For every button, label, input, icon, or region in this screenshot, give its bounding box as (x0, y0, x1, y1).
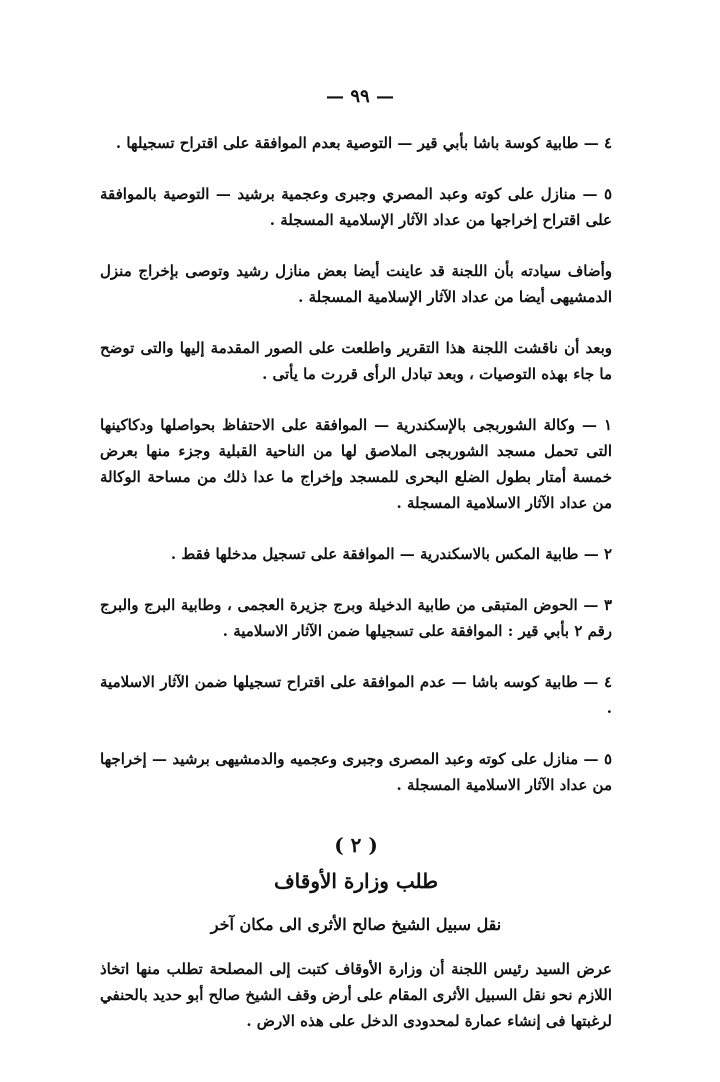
paragraph-decision-intro: وبعد أن ناقشت اللجنة هذا التقرير واطلعت على الصور المقدمة إليها والتى توضح ما جاء بهذه التوصيات ، وبعد تبادل الرأى قررت ما يأتى . (100, 339, 612, 383)
paragraph-decision-2: ٢ — طابية المكس بالاسكندرية — الموافقة على تسجيل مدخلها فقط . (170, 545, 612, 563)
section-subtitle: نقل سبيل الشيخ صالح الأثرى الى مكان آخر (210, 915, 502, 934)
paragraph-decision-4: ٤ — طابية كوسه باشا — عدم الموافقة على اقتراح تسجيلها ضمن الآثار الاسلامية . (100, 673, 612, 717)
paragraph-decision-5: ٥ — منازل على كوته وعبد المصرى وجبرى وعجميه والدمشيهى برشيد — إخراجها من عداد الآثار الاسلامية المسجلة . (100, 750, 612, 794)
paragraph-addition: وأضاف سيادته بأن اللجنة قد عاينت أيضا بعض منازل رشيد وتوصى بإخراج منزل الدمشيهى أيضا من عداد الآثار الإسلامية المسجلة . (100, 262, 612, 306)
section-title: طلب وزارة الأوقاف (273, 869, 439, 893)
paragraph-decision-3: ٣ — الحوض المتبقى من طابية الدخيلة وبرج جزيرة العجمى ، وطابية البرج والبرج رقم ٢ بأبي قير : الموافقة على تسجيلها ضمن الآثار الاسلامية . (100, 596, 612, 640)
section-number: ( ٢ ) (334, 833, 378, 857)
paragraph-item-5-rashid-houses: ٥ — منازل على كوته وعبد المصري وجبرى وعجمية برشيد — التوصية بالموافقة على اقتراح إخراجها من عداد الآثار الإسلامية المسجلة . (100, 185, 612, 229)
section-body: عرض السيد رئيس اللجنة أن وزارة الأوقاف كتبت إلى المصلحة تطلب منها اتخاذ اللازم نحو نقل السبيل الأثرى المقام على أرض وقف الشيخ صالح أبو حديد بالحنفي لرغبتها فى إنشاء عمارة لمحدودى الدخل على هذه الارض . (100, 960, 612, 1030)
paragraph-decision-1: ١ — وكالة الشوربجى بالإسكندرية — الموافقة على الاحتفاظ بحواصلها ودكاكينها التى تحمل مسجد الشوربجى الملاصق لها من الناحية القبلية وجزء منها بعرض خمسة أمتار بطول الضلع البحرى للمسجد وإخراج ما عدا ذلك من مساحة الوكالة من عداد الآثار الاسلامية المسجلة . (100, 416, 612, 512)
document-body (100, 130, 612, 1059)
page-number: — ٩٩ — (326, 86, 394, 107)
paragraph-item-4-tabia-kosa: ٤ — طابية كوسة باشا بأبي قير — التوصية بعدم الموافقة على اقتراح تسجيلها . (115, 134, 612, 152)
